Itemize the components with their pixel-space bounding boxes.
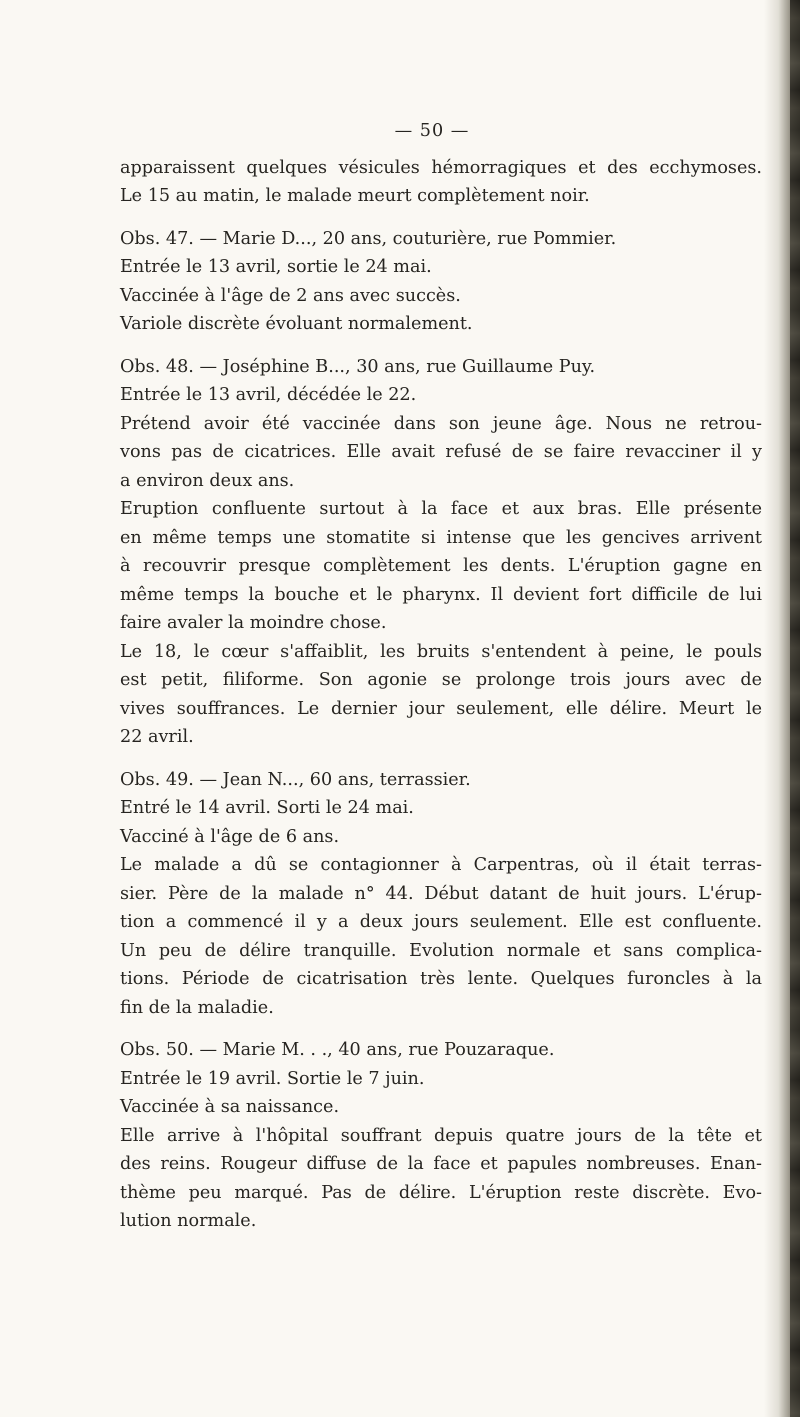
observation-heading: Obs. 50. — Marie M. . ., 40 ans, rue Pouzaraque. bbox=[120, 1040, 555, 1060]
text-line: Vacciné à l'âge de 6 ans. bbox=[120, 826, 340, 847]
text-line: tion a commencé il y a deux jours seulement. Elle est confluente. bbox=[120, 912, 762, 932]
observation-50 bbox=[120, 1036, 762, 1236]
text-line: Le malade a dû se contagionner à Carpentras, où il était terras- bbox=[120, 855, 762, 875]
text-line: Vaccinée à sa naissance. bbox=[120, 1097, 340, 1117]
text-line: a environ deux ans. bbox=[120, 470, 295, 491]
text-line: Eruption confluente surtout à la face et aux bras. Elle présente bbox=[120, 499, 762, 519]
text-line: Vaccinée à l'âge de 2 ans avec succès. bbox=[120, 285, 461, 306]
text-line: même temps la bouche et le pharynx. Il devient fort difficile de lui bbox=[120, 584, 762, 605]
text-line: 22 avril. bbox=[120, 727, 194, 747]
text-line: Prétend avoir été vaccinée dans son jeune âge. Nous ne retrou- bbox=[120, 413, 762, 434]
paragraph-continuation bbox=[120, 154, 762, 211]
text-line: faire avaler la moindre chose. bbox=[120, 613, 387, 633]
observation-47 bbox=[120, 225, 762, 339]
page-binding-edge bbox=[790, 0, 800, 1417]
text-line: fin de la maladie. bbox=[120, 997, 274, 1018]
text-line: Un peu de délire tranquille. Evolution normale et sans complica- bbox=[120, 940, 762, 961]
text-line: Variole discrète évoluant normalement. bbox=[120, 314, 473, 334]
observation-49 bbox=[120, 766, 762, 1023]
observation-48 bbox=[120, 353, 762, 752]
text-line: Elle arrive à l'hôpital souffrant depuis quatre jours de la tête et bbox=[120, 1125, 762, 1146]
text-line: Entrée le 13 avril, décédée le 22. bbox=[120, 385, 417, 405]
text-line: sier. Père de la malade n° 44. Début datant de huit jours. L'érup- bbox=[120, 883, 762, 904]
text-line: des reins. Rougeur diffuse de la face et papules nombreuses. Enan- bbox=[120, 1154, 762, 1174]
text-line: est petit, filiforme. Son agonie se prolonge trois jours avec de bbox=[120, 670, 762, 690]
text-line: à recouvrir presque complètement les dents. L'éruption gagne en bbox=[120, 556, 762, 576]
text-line: tions. Période de cicatrisation très lente. Quelques furoncles à la bbox=[120, 969, 762, 989]
text-line: lution normale. bbox=[120, 1211, 257, 1231]
page-text bbox=[120, 117, 762, 1236]
page-number: — 50 — bbox=[394, 121, 470, 141]
text-line: vives souffrances. Le dernier jour seulement, elle délire. Meurt le bbox=[120, 698, 762, 719]
text-line: Le 15 au matin, le malade meurt complètement noir. bbox=[120, 186, 590, 206]
text-line: Entrée le 13 avril, sortie le 24 mai. bbox=[120, 257, 432, 277]
text-line: apparaissent quelques vésicules hémorragiques et des ecchymoses. bbox=[120, 157, 762, 178]
text-line: Entrée le 19 avril. Sortie le 7 juin. bbox=[120, 1068, 425, 1089]
text-line: vons pas de cicatrices. Elle avait refusé de se faire revacciner il y bbox=[120, 442, 762, 462]
observation-heading: Obs. 49. — Jean N..., 60 ans, terrassier. bbox=[120, 769, 471, 790]
observation-heading: Obs. 47. — Marie D..., 20 ans, couturière, rue Pommier. bbox=[120, 228, 617, 249]
text-line: thème peu marqué. Pas de délire. L'éruption reste discrète. Evo- bbox=[120, 1182, 762, 1203]
text-line: Le 18, le cœur s'affaiblit, les bruits s'entendent à peine, le pouls bbox=[120, 641, 762, 662]
text-line: en même temps une stomatite si intense que les gencives arrivent bbox=[120, 527, 762, 548]
observation-heading: Obs. 48. — Joséphine B..., 30 ans, rue Guillaume Puy. bbox=[120, 356, 596, 377]
text-line: Entré le 14 avril. Sorti le 24 mai. bbox=[120, 798, 414, 818]
